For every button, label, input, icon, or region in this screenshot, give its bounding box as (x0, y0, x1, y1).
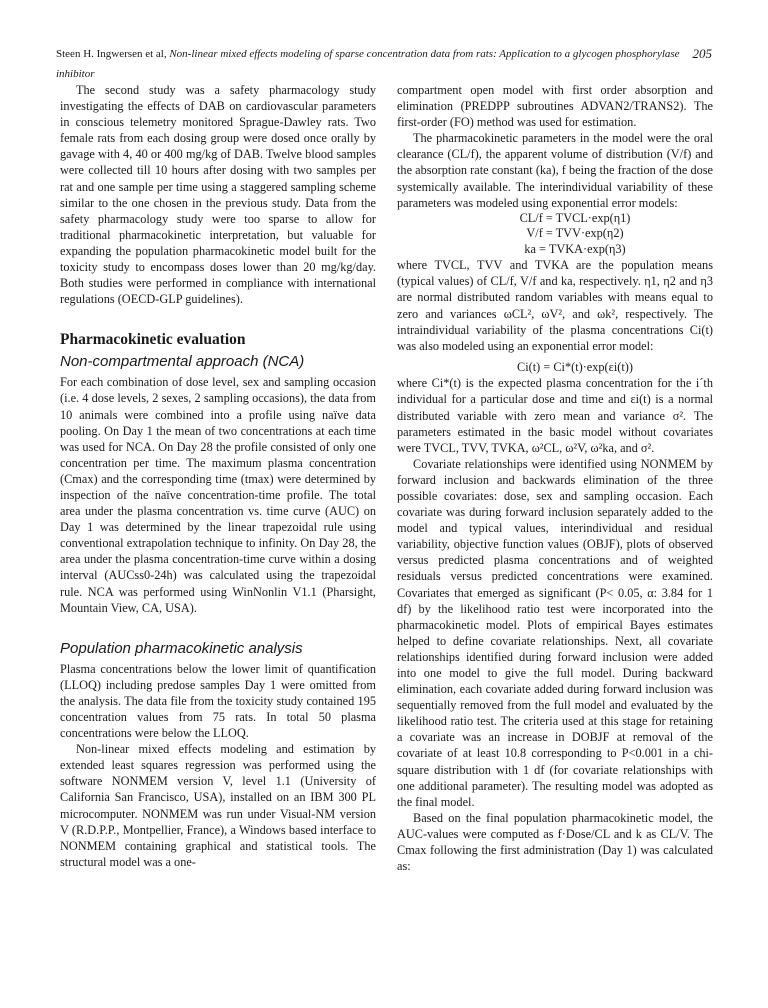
right-column (397, 82, 713, 874)
equation-absorption: ka = TVKA·exp(η3) (524, 241, 626, 256)
page-number: 205 (692, 46, 712, 61)
paragraph-pk-parameters: The pharmacokinetic parameters in the model were the oral clearance (CL/f), the apparent volume of distribution (V/f) and the absorption rate constant (ka), f being the fraction of the dose systemically available. The interindividual variability of these parameters was modeled using exponential error models: (397, 131, 713, 210)
left-column (60, 82, 376, 870)
heading-population-pk: Population pharmacokinetic analysis (60, 639, 303, 657)
paragraph-model-structure: compartment open model with first order absorption and elimination (PREDPP subroutines ADVAN2/TRANS2). The first-order (FO) method was used for estimation. (397, 83, 713, 130)
equation-volume: V/f = TVV·exp(η2) (526, 226, 624, 241)
paragraph-nca: For each combination of dose level, sex and sampling occasion (i.e. 4 dose levels, 2 sexes, 2 sampling occasions), the data from 10 animals were combined into a profile using naïve data pooling. On Day 1 the mean of two concentrations at each time was used for NCA. On Day 28 the profile consisted of only one concentration per time. The maximum plasma concentration (Cmax) and the corresponding time (tmax) were determined by inspection of the naïve concentration-time profile. The total area under the plasma concentration vs. time curve (AUC) on Day 1 was determined by the linear trapezoidal rule using conventional extrapolation technique to infinity. On Day 28, the area under the plasma concentration-time curve within a dosing interval (AUCss0-24h) was calculated using the trapezoidal rule. NCA was performed using WinNonlin V1.1 (Pharsight, Mountain View, CA, USA). (60, 375, 376, 615)
equation-clearance: CL/f = TVCL·exp(η1) (519, 210, 631, 225)
paragraph-auc-cmax: Based on the final population pharmacokinetic model, the AUC-values were computed as f·Dose/CL and k as CL/V. The Cmax following the first administration (Day 1) was calculated as: (397, 810, 713, 874)
paragraph-covariates: Covariate relationships were identified using NONMEM by forward inclusion and backwards elimination of the three possible covariates: dose, sex and sampling occasion. Each covariate was during forward inclusion separately added to the model and typical values, interindividual and residual variability, objective function values (OBJF), plots of observed versus predicted plasma concentrations and of weighted residuals versus predicted concentrations were examined. Covariates that emerged as significant (P< 0.05, α: 3.84 for 1 df) by the likelihood ratio test were incorporated into the pharmacokinetic model. Plots of empirical Bayes estimates helped to define covariate relationships. Next, all covariate relationships identified during forward inclusion were added into one model to give the full model. During backward elimination, each covariate added during forward inclusion was sequentially removed from the full model and evaluated by the likelihood ratio test. The criteria used at this stage for retaining a covariate was an increase in DOBJF at removal of the covariate of at least 10.8 corresponding to P<0.001 in a chi-square distribution with 1 df (for covariate relationships with one additional parameter). The resulting model was adopted as the final model. (397, 456, 713, 809)
paragraph-study-two: The second study was a safety pharmacology study investigating the effects of DAB on cardiovascular parameters in conscious telemetry monitored Sprague-Dawley rats. Two female rats from each dosing group were dosed once orally by gavage with 4, 40 or 400 mg/kg of DAB. Twelve blood samples were collected till 10 hours after dosing with two samples per rat and one sample per time using a staggered sampling scheme similar to the one chosen in the previous study. Data from the safety pharmacology study were too sparse to allow for traditional pharmacokinetic interpretation, but valuable for expanding the population pharmacokinetic model built for the toxicity study to encompass doses lower than 20 mg/kg/day. Both studies were performed in compliance with international regulations (OECD-GLP guidelines). (60, 83, 376, 307)
heading-pharmacokinetic-evaluation: Pharmacokinetic evaluation (60, 331, 246, 349)
paragraph-residual-model: where Ci*(t) is the expected plasma concentration for the i´th individual for a particular dose and time and εi(t) is a normal distributed variable with zero mean and variance σ². The parameters estimated in the basic model without covariates were TVCL, TVV, TVKA, ω²CL, ω²V, ω²ka, and σ². (397, 376, 713, 455)
paragraph-nonmem: Non-linear mixed effects modeling and estimation by extended least squares regression was performed using the software NONMEM version V, level 1.1 (University of California San Francisco, USA), installed on an IBM 300 PL microcomputer. NONMEM was run under Visual-NM version V (R.D.P.P., Montpellier, France), a Windows based interface to NONMEM containing graphical and statistical tools. The structural model was a one- (60, 742, 376, 869)
heading-nca: Non-compartmental approach (NCA) (60, 353, 305, 371)
header-title: Non-linear mixed effects modeling of sparse concentration data from rats: Application to a glycogen phosphorylase inhibitor (56, 48, 680, 80)
running-header (56, 44, 712, 80)
paragraph-variances: where TVCL, TVV and TVKA are the population means (typical values) of CL/f, V/f and ka, respectively. η1, η2 and η3 are normal distributed random variables with means equal to zero and variances ωCL², ωV², and ωk², respectively. The intraindividual variability of the plasma concentrations Ci(t) was also modeled using an exponential error model: (397, 258, 713, 353)
header-citation (56, 44, 693, 80)
paragraph-llq: Plasma concentrations below the lower limit of quantification (LLOQ) including predose samples Day 1 were omitted from the analysis. The data file from the toxicity study contained 195 concentration values from 75 rats. In total 50 plasma concentrations were below the LLOQ. (60, 661, 376, 741)
equation-residual: Ci(t) = Ci*(t)·exp(εi(t)) (517, 359, 633, 374)
header-authors: Steen H. Ingwersen et al, (56, 48, 167, 60)
